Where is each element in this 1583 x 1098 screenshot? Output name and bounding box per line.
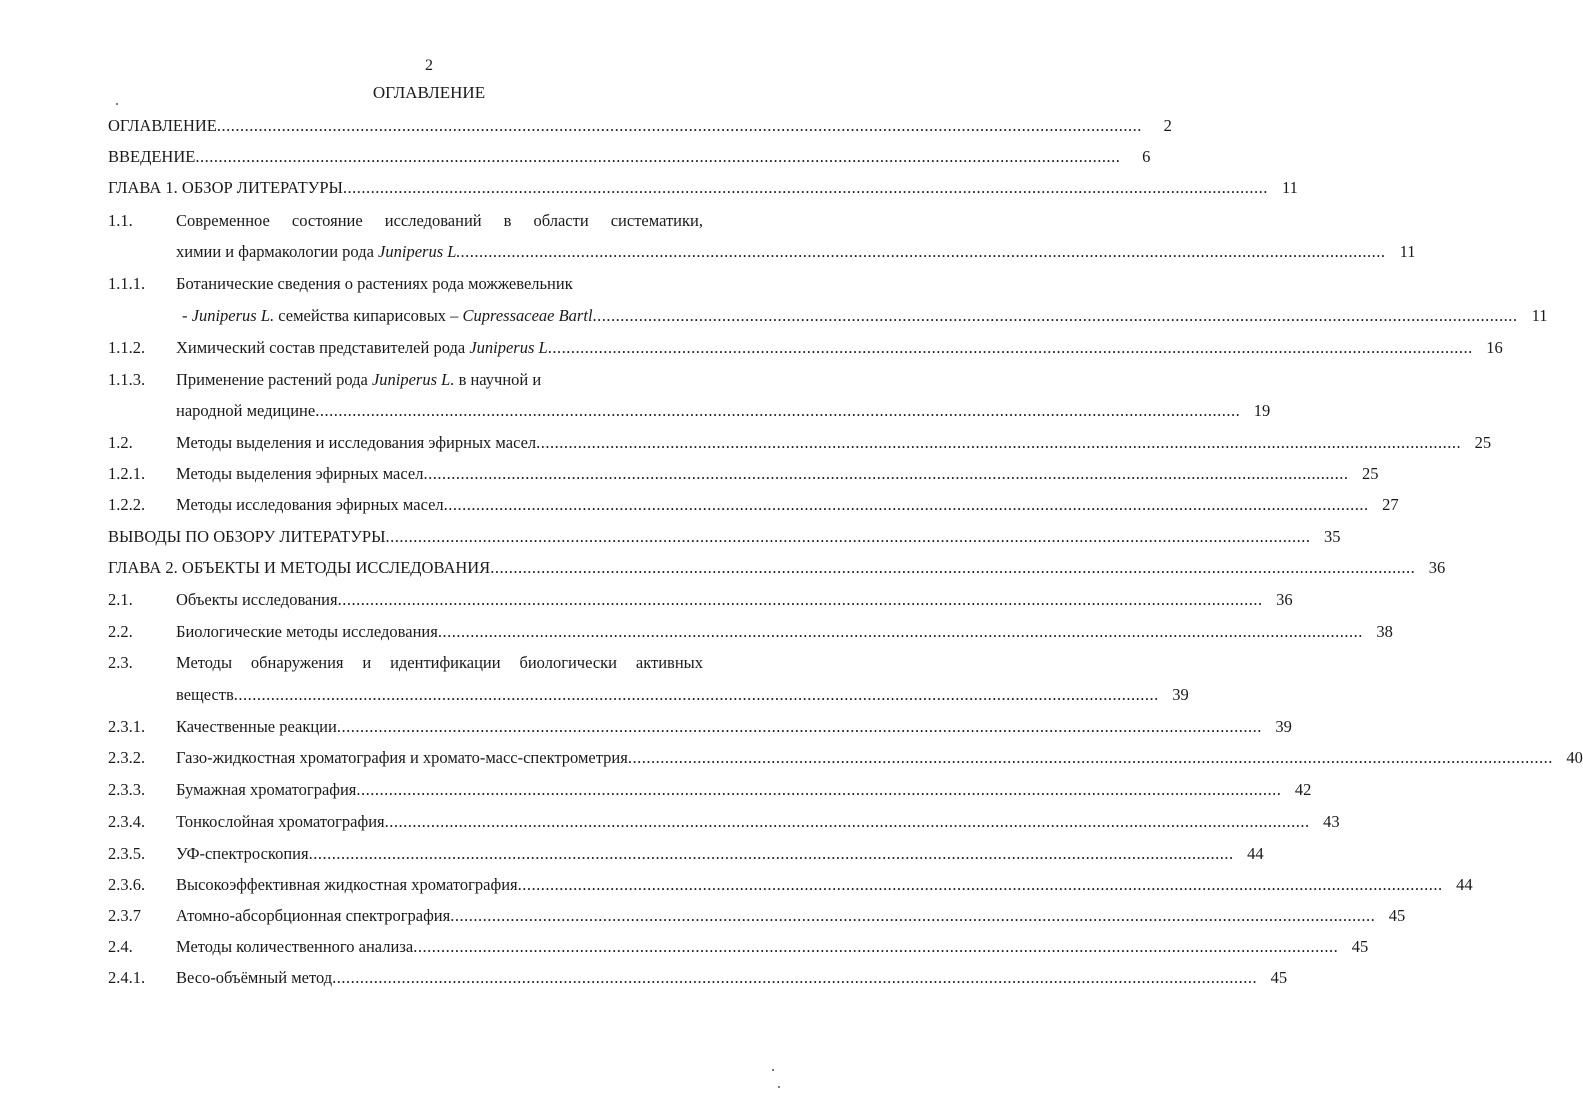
- toc-entry[interactable]: Высокоэффективная жидкостная хроматография........................................................................................................................................................................................................ 44: [176, 875, 1473, 894]
- section-number: 2.3.5.: [108, 844, 146, 863]
- page-ref: 39: [1172, 685, 1189, 704]
- toc-entry[interactable]: Методы количественного анализа........................................................................................................................................................................................................ 45: [176, 937, 1369, 956]
- section-number: 2.4.: [108, 937, 133, 956]
- toc-entry[interactable]: Качественные реакции........................................................................................................................................................................................................ 39: [176, 717, 1292, 736]
- toc-entry[interactable]: ГЛАВА 2. ОБЪЕКТЫ И МЕТОДЫ ИССЛЕДОВАНИЯ........................................................................................................................................................................................................ 36: [108, 558, 1446, 577]
- toc-entry[interactable]: Химический состав представителей рода Juniperus L........................................................................................................................................................................................................ 16: [176, 338, 1503, 357]
- section-number: 1.2.1.: [108, 464, 146, 483]
- page-ref: 42: [1294, 780, 1312, 799]
- page-ref: 36: [1428, 558, 1446, 577]
- toc-entry[interactable]: Весо-объёмный метод........................................................................................................................................................................................................ 45: [176, 968, 1288, 987]
- toc-entry[interactable]: Биологические методы исследования........................................................................................................................................................................................................ 38: [176, 622, 1393, 641]
- page-ref: 25: [1361, 464, 1379, 483]
- section-number: 2.3.4.: [108, 812, 146, 831]
- toc-entry[interactable]: Бумажная хроматография........................................................................................................................................................................................................ 42: [176, 780, 1312, 799]
- section-number: 1.2.2.: [108, 495, 146, 514]
- section-number: 2.3.2.: [108, 748, 146, 767]
- toc-entry-text[interactable]: Современное состояние исследований в области систематики,: [176, 211, 703, 230]
- toc-entry[interactable]: Тонкослойная хроматография........................................................................................................................................................................................................ 43: [176, 812, 1340, 831]
- toc-entry-text[interactable]: Ботанические сведения о растениях рода можжевельник: [176, 274, 573, 293]
- toc-entry[interactable]: веществ........................................................................................................................................................................................................ 39: [176, 685, 1189, 704]
- toc-entry[interactable]: ОГЛАВЛЕНИЕ........................................................................................................................................................................................................ 2: [108, 116, 1172, 135]
- section-number: 1.1.3.: [108, 370, 146, 389]
- page-ref: 45: [1270, 968, 1288, 987]
- page-ref: 39: [1275, 717, 1292, 736]
- toc-entry[interactable]: химии и фармакологии рода Juniperus L......................................................................................................................................................................................................... 11: [176, 242, 1416, 261]
- section-number: 1.1.1.: [108, 274, 146, 293]
- page-ref: 44: [1456, 875, 1473, 894]
- section-number: 2.3.1.: [108, 717, 146, 736]
- toc-entry[interactable]: Объекты исследования........................................................................................................................................................................................................ 36: [176, 590, 1293, 609]
- page-ref: 11: [1531, 306, 1548, 325]
- toc-entry[interactable]: Методы выделения и исследования эфирных масел........................................................................................................................................................................................................ 25: [176, 433, 1492, 452]
- page-ref: 38: [1376, 622, 1393, 641]
- scan-speck: [778, 1086, 780, 1088]
- page-ref: 2: [1163, 116, 1172, 135]
- page-number: 2: [425, 57, 433, 74]
- page-ref: 40: [1566, 748, 1583, 767]
- page-ref: 36: [1276, 590, 1293, 609]
- page-ref: 45: [1351, 937, 1369, 956]
- page-ref: 43: [1323, 812, 1340, 831]
- toc-title: ОГЛАВЛЕНИЕ: [372, 83, 486, 102]
- page-ref: 44: [1247, 844, 1264, 863]
- page-ref: 25: [1474, 433, 1492, 452]
- toc-entry[interactable]: УФ-спектроскопия........................................................................................................................................................................................................ 44: [176, 844, 1264, 863]
- page-ref: 6: [1142, 147, 1151, 166]
- section-number: 2.4.1.: [108, 968, 146, 987]
- page-ref: 35: [1324, 527, 1341, 546]
- toc-entry[interactable]: ВВЕДЕНИЕ........................................................................................................................................................................................................ 6: [108, 147, 1151, 166]
- section-number: 2.2.: [108, 622, 133, 641]
- section-number: 1.2.: [108, 433, 133, 452]
- toc-entry[interactable]: Атомно-абсорбционная спектрография........................................................................................................................................................................................................ 45: [176, 906, 1406, 925]
- page-ref: 11: [1399, 242, 1416, 261]
- toc-entry-text[interactable]: Применение растений рода Juniperus L. в научной и: [176, 370, 542, 389]
- toc-entry[interactable]: народной медицине........................................................................................................................................................................................................ 19: [176, 401, 1271, 420]
- page-ref: 16: [1486, 338, 1503, 357]
- section-number: 1.1.: [108, 211, 133, 230]
- section-number: 2.3.: [108, 653, 133, 672]
- scan-speck: [116, 103, 118, 105]
- page-ref: 19: [1253, 401, 1271, 420]
- section-number: 2.3.7: [108, 906, 141, 925]
- toc-entry[interactable]: - Juniperus L. семейства кипарисовых – Cupressaceae Bartl........................................................................................................................................................................................................ 11: [182, 306, 1548, 325]
- scan-speck: [772, 1069, 774, 1071]
- page-ref: 45: [1388, 906, 1406, 925]
- page-ref: 27: [1382, 495, 1399, 514]
- page-ref: 11: [1282, 178, 1298, 197]
- toc-entry[interactable]: Методы исследования эфирных масел........................................................................................................................................................................................................ 27: [176, 495, 1399, 514]
- toc-entry[interactable]: Газо-жидкостная хроматография и хромато-масс-спектрометрия........................................................................................................................................................................................................ 40: [176, 748, 1583, 767]
- toc-entry[interactable]: ВЫВОДЫ ПО ОБЗОРУ ЛИТЕРАТУРЫ........................................................................................................................................................................................................ 35: [108, 527, 1341, 546]
- toc-entry[interactable]: ГЛАВА 1. ОБЗОР ЛИТЕРАТУРЫ........................................................................................................................................................................................................ 11: [108, 178, 1298, 197]
- section-number: 2.3.3.: [108, 780, 146, 799]
- section-number: 1.1.2.: [108, 338, 146, 357]
- toc-entry[interactable]: Методы выделения эфирных масел........................................................................................................................................................................................................ 25: [176, 464, 1379, 483]
- section-number: 2.1.: [108, 590, 133, 609]
- section-number: 2.3.6.: [108, 875, 146, 894]
- toc-entry-text[interactable]: Методы обнаружения и идентификации биологически активных: [176, 653, 703, 672]
